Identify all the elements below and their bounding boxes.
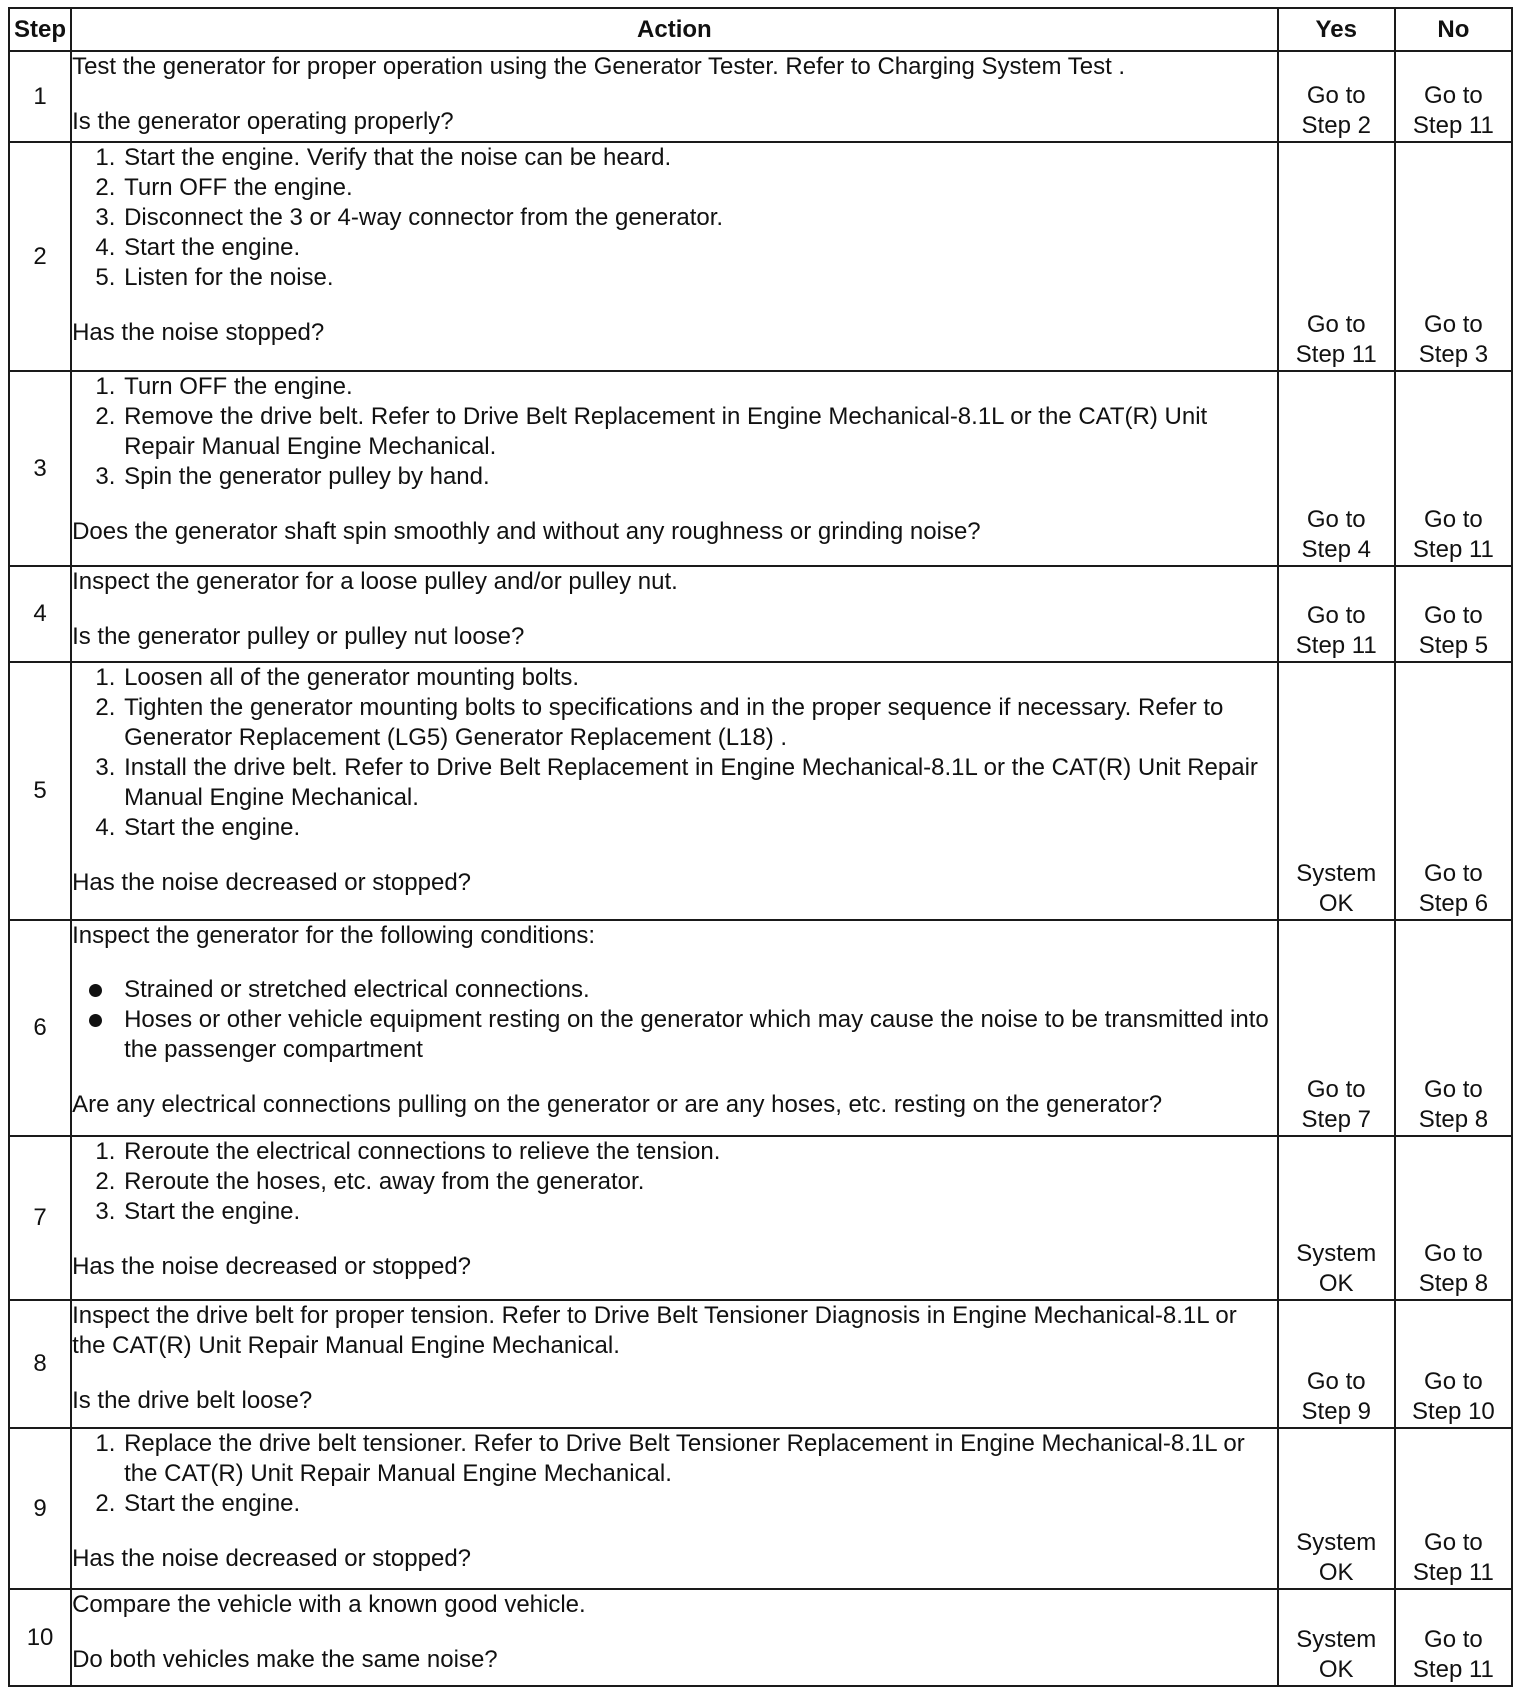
table-row <box>9 1136 1512 1300</box>
yes-line-2: Step 7 <box>1301 1106 1371 1133</box>
diagnostic-table-container <box>8 7 1513 1687</box>
list-item: 5. Listen for the noise. <box>122 263 1277 293</box>
action-question: Has the noise stopped? <box>72 319 325 346</box>
no-line-2: Step 6 <box>1418 890 1489 917</box>
list-item: 2. Remove the drive belt. Refer to Drive Belt Replacement in Engine Mechanical-8.1L or the CAT(R) Unit Repair Manual Engine Mechanical. <box>122 402 1277 462</box>
action-cell <box>71 51 1278 142</box>
yes-line-1: System <box>1296 860 1377 887</box>
yes-cell <box>1278 1589 1395 1686</box>
bullet-icon <box>89 1014 102 1027</box>
yes-cell <box>1278 920 1395 1136</box>
no-line-2: Step 3 <box>1418 341 1489 368</box>
no-line-1: Go to <box>1424 1368 1483 1395</box>
no-line-1: Go to <box>1424 1076 1483 1103</box>
yes-cell <box>1278 662 1395 920</box>
yes-line-2: Step 9 <box>1301 1398 1371 1425</box>
header-yes: Yes <box>1278 8 1395 51</box>
yes-cell <box>1278 1136 1395 1300</box>
step-number: 3 <box>9 371 71 566</box>
yes-line-2: OK <box>1318 1270 1354 1297</box>
action-intro: Inspect the drive belt for proper tension. Refer to Drive Belt Tensioner Diagnosis in Engine Mechanical-8.1L or the CAT(R) Unit Repair Manual Engine Mechanical. <box>72 1302 1237 1359</box>
condition-list <box>72 975 1277 1065</box>
no-cell <box>1395 142 1512 371</box>
no-line-1: Go to <box>1424 1529 1483 1556</box>
step-number: 7 <box>9 1136 71 1300</box>
table-row <box>9 371 1512 566</box>
yes-line-2: OK <box>1318 1559 1354 1586</box>
list-item: 3. Start the engine. <box>122 1197 1277 1227</box>
no-cell <box>1395 920 1512 1136</box>
yes-line-1: Go to <box>1306 506 1366 533</box>
header-row <box>9 8 1512 51</box>
list-item: 4. Start the engine. <box>122 233 1277 263</box>
action-intro: Inspect the generator for a loose pulley and/or pulley nut. <box>72 568 678 595</box>
no-cell <box>1395 1136 1512 1300</box>
action-cell <box>71 1589 1278 1686</box>
action-question: Does the generator shaft spin smoothly and without any roughness or grinding noise? <box>72 518 981 545</box>
header-action: Action <box>71 8 1278 51</box>
header-step: Step <box>9 8 71 51</box>
action-cell <box>71 142 1278 371</box>
action-question: Has the noise decreased or stopped? <box>72 1253 472 1280</box>
yes-cell <box>1278 1300 1395 1428</box>
yes-line-1: Go to <box>1306 1368 1366 1395</box>
table-row <box>9 1300 1512 1428</box>
yes-cell <box>1278 566 1395 662</box>
action-intro: Compare the vehicle with a known good vehicle. <box>72 1591 586 1618</box>
step-number: 4 <box>9 566 71 662</box>
list-item: 1. Turn OFF the engine. <box>122 372 1277 402</box>
yes-line-2: Step 11 <box>1295 341 1377 368</box>
step-number: 5 <box>9 662 71 920</box>
no-line-1: Go to <box>1424 602 1483 629</box>
list-item: 1. Start the engine. Verify that the noise can be heard. <box>122 143 1277 173</box>
yes-line-2: Step 2 <box>1301 112 1371 139</box>
no-line-2: Step 8 <box>1418 1270 1489 1297</box>
no-line-2: Step 11 <box>1412 1559 1494 1586</box>
action-question: Are any electrical connections pulling on the generator or are any hoses, etc. resting on the generator? <box>72 1091 1163 1118</box>
bullet-icon <box>89 984 102 997</box>
table-row <box>9 51 1512 142</box>
yes-line-2: OK <box>1318 1656 1354 1683</box>
list-item: 2. Start the engine. <box>122 1489 1277 1519</box>
list-item <box>122 1005 1277 1065</box>
table-row <box>9 662 1512 920</box>
no-line-2: Step 11 <box>1412 1656 1494 1683</box>
action-intro: Test the generator for proper operation using the Generator Tester. Refer to Charging System Test . <box>72 53 1126 80</box>
step-number: 8 <box>9 1300 71 1428</box>
action-question: Is the generator operating properly? <box>72 108 454 135</box>
step-number: 1 <box>9 51 71 142</box>
yes-line-2: Step 4 <box>1301 536 1371 563</box>
no-cell <box>1395 662 1512 920</box>
action-list <box>72 1137 1277 1227</box>
action-question: Do both vehicles make the same noise? <box>72 1646 498 1673</box>
yes-line-1: Go to <box>1306 1076 1366 1103</box>
list-item: 3. Install the drive belt. Refer to Drive Belt Replacement in Engine Mechanical-8.1L or the CAT(R) Unit Repair Manual Engine Mechanical. <box>122 753 1277 813</box>
no-cell <box>1395 51 1512 142</box>
list-item <box>122 975 1277 1005</box>
action-cell <box>71 1300 1278 1428</box>
no-line-2: Step 11 <box>1412 112 1494 139</box>
step-number: 2 <box>9 142 71 371</box>
action-intro: Inspect the generator for the following conditions: <box>72 922 596 949</box>
table-row <box>9 1589 1512 1686</box>
yes-line-2: OK <box>1318 890 1354 917</box>
no-line-1: Go to <box>1424 82 1483 109</box>
no-cell <box>1395 1589 1512 1686</box>
no-cell <box>1395 1428 1512 1589</box>
list-item: 4. Start the engine. <box>122 813 1277 843</box>
list-item-text: Hoses or other vehicle equipment resting on the generator which may cause the noise to be transmitted into the passenger compartment <box>124 1006 1269 1063</box>
diagnostic-table <box>8 7 1513 1687</box>
action-cell <box>71 1428 1278 1589</box>
yes-line-1: Go to <box>1306 602 1366 629</box>
action-question: Has the noise decreased or stopped? <box>72 869 472 896</box>
list-item: 1. Loosen all of the generator mounting bolts. <box>122 663 1277 693</box>
header-no: No <box>1395 8 1512 51</box>
action-cell <box>71 566 1278 662</box>
no-cell <box>1395 371 1512 566</box>
list-item: 1. Replace the drive belt tensioner. Refer to Drive Belt Tensioner Replacement in Engine Mechanical-8.1L or the CAT(R) Unit Repair Manual Engine Mechanical. <box>122 1429 1277 1489</box>
no-line-1: Go to <box>1424 506 1483 533</box>
action-question: Has the noise decreased or stopped? <box>72 1545 472 1572</box>
yes-line-2: Step 11 <box>1295 632 1377 659</box>
no-line-1: Go to <box>1424 1240 1483 1267</box>
table-row <box>9 142 1512 371</box>
action-list <box>72 372 1277 492</box>
no-cell <box>1395 1300 1512 1428</box>
no-line-2: Step 10 <box>1412 1398 1495 1425</box>
table-row <box>9 566 1512 662</box>
action-cell <box>71 371 1278 566</box>
action-cell <box>71 1136 1278 1300</box>
action-list <box>72 143 1277 293</box>
yes-line-1: System <box>1296 1626 1377 1653</box>
yes-cell <box>1278 51 1395 142</box>
action-list <box>72 1429 1277 1519</box>
no-line-2: Step 8 <box>1418 1106 1489 1133</box>
yes-cell <box>1278 371 1395 566</box>
no-line-1: Go to <box>1424 311 1483 338</box>
no-line-1: Go to <box>1424 1626 1483 1653</box>
yes-line-1: System <box>1296 1529 1377 1556</box>
action-question: Is the generator pulley or pulley nut loose? <box>72 623 525 650</box>
no-line-1: Go to <box>1424 860 1483 887</box>
list-item-text: Strained or stretched electrical connections. <box>124 976 590 1003</box>
step-number: 6 <box>9 920 71 1136</box>
yes-line-1: Go to <box>1306 82 1366 109</box>
yes-cell <box>1278 1428 1395 1589</box>
list-item: 2. Turn OFF the engine. <box>122 173 1277 203</box>
yes-line-1: Go to <box>1306 311 1366 338</box>
no-line-2: Step 5 <box>1418 632 1489 659</box>
action-question: Is the drive belt loose? <box>72 1387 313 1414</box>
yes-line-1: System <box>1296 1240 1377 1267</box>
no-cell <box>1395 566 1512 662</box>
action-list <box>72 663 1277 843</box>
table-row <box>9 920 1512 1136</box>
no-line-2: Step 11 <box>1412 536 1494 563</box>
yes-cell <box>1278 142 1395 371</box>
list-item: 2. Tighten the generator mounting bolts to specifications and in the proper sequence if necessary. Refer to Generator Replacement (LG5) Generator Replacement (L18) . <box>122 693 1277 753</box>
list-item: 1. Reroute the electrical connections to relieve the tension. <box>122 1137 1277 1167</box>
list-item: 2. Reroute the hoses, etc. away from the generator. <box>122 1167 1277 1197</box>
table-row <box>9 1428 1512 1589</box>
step-number: 10 <box>9 1589 71 1686</box>
action-cell <box>71 662 1278 920</box>
list-item: 3. Disconnect the 3 or 4-way connector from the generator. <box>122 203 1277 233</box>
step-number: 9 <box>9 1428 71 1589</box>
action-cell <box>71 920 1278 1136</box>
list-item: 3. Spin the generator pulley by hand. <box>122 462 1277 492</box>
